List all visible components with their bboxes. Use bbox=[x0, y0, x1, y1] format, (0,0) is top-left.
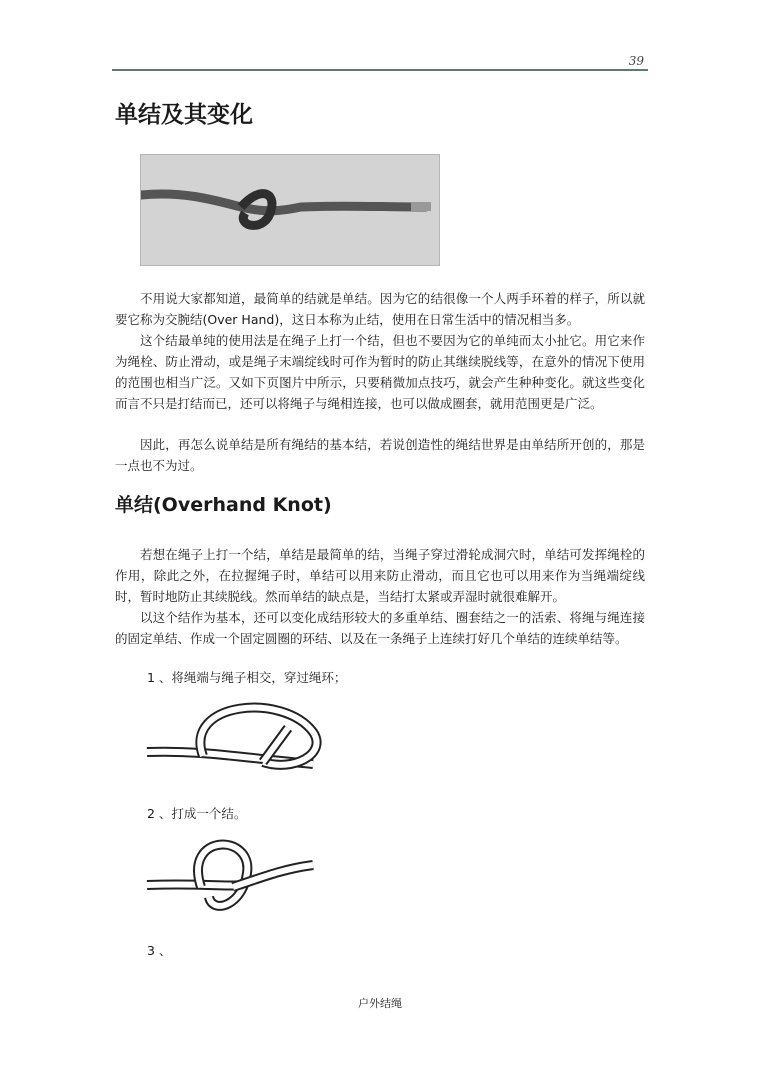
header-rule bbox=[112, 69, 648, 71]
paragraph: 以这个结作为基本，还可以变化成结形较大的多重单结、圈套结之一的活索、将绳与绳连接的固定单结、作成一个固定圆圈的环结、以及在一条绳子上连续打好几个单结的连续单结等。 bbox=[115, 610, 645, 646]
step-illustration bbox=[143, 692, 327, 790]
page-footer: 户外结绳 bbox=[358, 997, 402, 1010]
paragraph: 不用说大家都知道，最简单的结就是单结。因为它的结很像一个人两手环着的样子，所以就要它称为交腕结(Over Hand)，这日本称为止结，使用在日常生活中的情况相当多。 bbox=[115, 291, 645, 327]
knot-photo bbox=[140, 154, 440, 266]
subsection-title: 单结(Overhand Knot) bbox=[115, 494, 332, 516]
step-illustration bbox=[143, 825, 327, 933]
paragraph: 这个结最单纯的使用法是在绳子上打一个结，但也不要因为它的单纯而太小扯它。用它来作为绳栓、防止滑动，或是绳子末端绽线时可作为暂时的防止其继续脱线等，在意外的情况下使用的范围也相当广泛。又如下页图片中所示，只要稍微加点技巧，就会产生种种变化。就这些变化而言不只是打结而已，还可以将绳子与绳相连接，也可以做成圈套，就用范围更是广泛。 bbox=[115, 333, 645, 411]
paragraph: 若想在绳子上打一个结，单结是最简单的结，当绳子穿过滑轮成洞穴时，单结可发挥绳栓的作用，除此之外，在拉握绳子时，单结可以用来防止滑动，而且它也可以用来作为当绳端绽线时，暂时地防止其续脱线。然而单结的缺点是，当结打太紧或弄湿时就很难解开。 bbox=[115, 547, 645, 604]
step-label: 1 、将绳端与绳子相交，穿过绳环； bbox=[147, 670, 347, 685]
section-title: 单结及其变化 bbox=[115, 102, 253, 128]
page-number: 39 bbox=[628, 54, 644, 68]
paragraph: 因此，再怎么说单结是所有绳结的基本结，若说创造性的绳结世界是由单结所开创的，那是一点也不为过。 bbox=[115, 437, 645, 473]
step-label: 2 、打成一个结。 bbox=[147, 806, 247, 821]
step-label: 3 、 bbox=[147, 943, 172, 958]
